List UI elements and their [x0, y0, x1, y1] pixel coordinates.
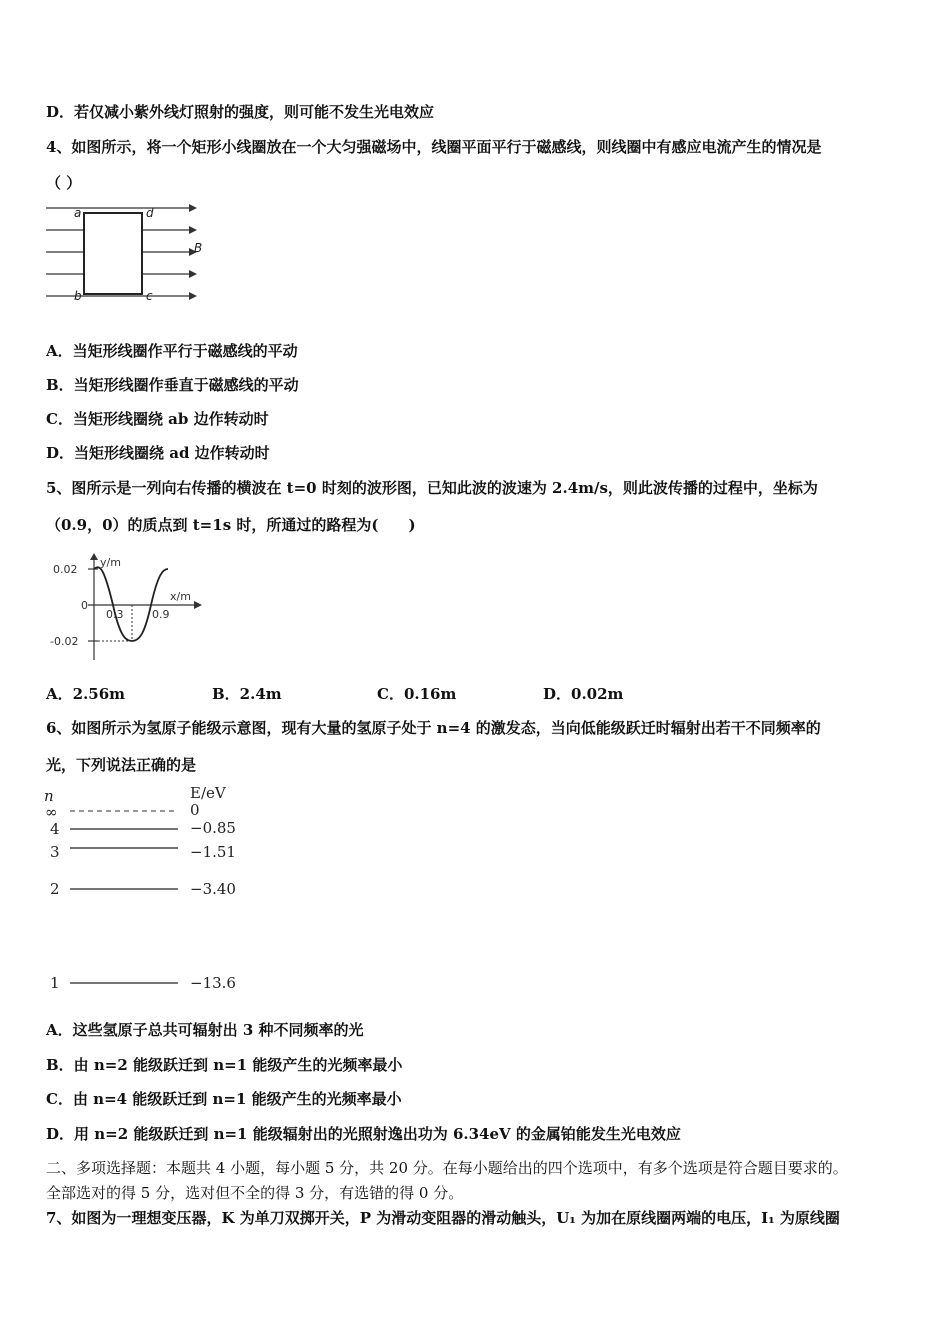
q5-option-b: B．2.4m	[212, 685, 282, 703]
section2-line2: 全部选对的得 5 分，选对但不全的得 3 分，有选错的得 0 分。	[46, 1184, 464, 1202]
q6-level-3-n: 3	[50, 843, 60, 861]
q5-y-tick-bottom: -0.02	[50, 635, 79, 648]
q5-stem-line2: （0.9，0）的质点到 t=1s 时，所通过的路程为( )	[46, 516, 416, 534]
q4-label-d: d	[146, 206, 154, 220]
q6-level-3-e: −1.51	[190, 843, 236, 861]
q5-y-tick-top: 0.02	[53, 563, 78, 576]
q4-option-b: B．当矩形线圈作垂直于磁感线的平动	[46, 376, 299, 394]
q5-origin-label: 0	[81, 599, 88, 612]
q4-label-b: b	[74, 289, 82, 303]
q5-x-axis-label: x/m	[170, 590, 191, 603]
q4-coil-figure	[44, 200, 209, 310]
q4-option-a: A．当矩形线圈作平行于磁感线的平动	[46, 342, 298, 360]
q4-label-a: a	[74, 206, 82, 220]
q6-option-d: D．用 n=2 能级跃迁到 n=1 能级辐射出的光照射逸出功为 6.34eV 的金属铂能发生光电效应	[46, 1125, 681, 1143]
q5-x-tick-2: 0.9	[152, 608, 170, 621]
q3-option-d: D．若仅减小紫外线灯照射的强度，则可能不发生光电效应	[46, 103, 435, 121]
q5-wave-curve	[94, 567, 168, 641]
q6-level-2-n: 2	[50, 880, 60, 898]
q6-level-1-e: −13.6	[190, 974, 236, 992]
q6-energy-level-diagram	[40, 783, 260, 998]
q5-x-tick-1: 0.3	[106, 608, 124, 621]
q4-label-c: c	[146, 289, 153, 303]
q6-option-a: A．这些氢原子总共可辐射出 3 种不同频率的光	[46, 1021, 364, 1039]
q4-label-field: B	[194, 241, 203, 255]
q7-stem-line1: 7、如图为一理想变压器，K 为单刀双掷开关，P 为滑动变阻器的滑动触头，U₁ 为加在原线圈两端的电压，I₁ 为原线圈	[46, 1209, 840, 1227]
q4-option-d: D．当矩形线圈绕 ad 边作转动时	[46, 444, 270, 462]
q5-wave-figure	[48, 552, 208, 664]
q5-options-row	[46, 684, 906, 704]
q4-stem-line2: （ ）	[46, 174, 82, 192]
q6-level-2-e: −3.40	[190, 880, 236, 898]
q6-level-1-n: 1	[50, 974, 60, 992]
q6-e-header: E/eV	[190, 784, 226, 802]
q5-option-c: C．0.16m	[377, 685, 457, 703]
q6-level-4-n: 4	[50, 820, 60, 838]
q6-level-inf-e: 0	[190, 801, 200, 819]
q6-stem-line1: 6、如图所示为氢原子能级示意图，现有大量的氢原子处于 n=4 的激发态，当向低能级跃迁时辐射出若干不同频率的	[46, 719, 821, 737]
q6-level-4-e: −0.85	[190, 819, 236, 837]
q6-level-inf-n: ∞	[45, 803, 58, 821]
q6-option-c: C．由 n=4 能级跃迁到 n=1 能级产生的光频率最小	[46, 1090, 402, 1108]
q5-option-a: A．2.56m	[46, 685, 126, 703]
q6-n-header: n	[44, 787, 54, 805]
q6-stem-line2: 光，下列说法正确的是	[46, 756, 197, 774]
q4-stem-line1: 4、如图所示，将一个矩形小线圈放在一个大匀强磁场中，线圈平面平行于磁感线，则线圈中有感应电流产生的情况是	[46, 138, 822, 156]
q6-option-b: B．由 n=2 能级跃迁到 n=1 能级产生的光频率最小	[46, 1056, 403, 1074]
section2-line1: 二、多项选择题：本题共 4 小题，每小题 5 分，共 20 分。在每小题给出的四个选项中，有多个选项是符合题目要求的。	[46, 1159, 848, 1177]
q5-option-d: D．0.02m	[543, 685, 624, 703]
q5-y-axis-label: y/m	[100, 556, 121, 569]
q5-stem-line1: 5、图所示是一列向右传播的横波在 t=0 时刻的波形图，已知此波的波速为 2.4m/s，则此波传播的过程中，坐标为	[46, 479, 818, 497]
q4-option-c: C．当矩形线圈绕 ab 边作转动时	[46, 410, 269, 428]
